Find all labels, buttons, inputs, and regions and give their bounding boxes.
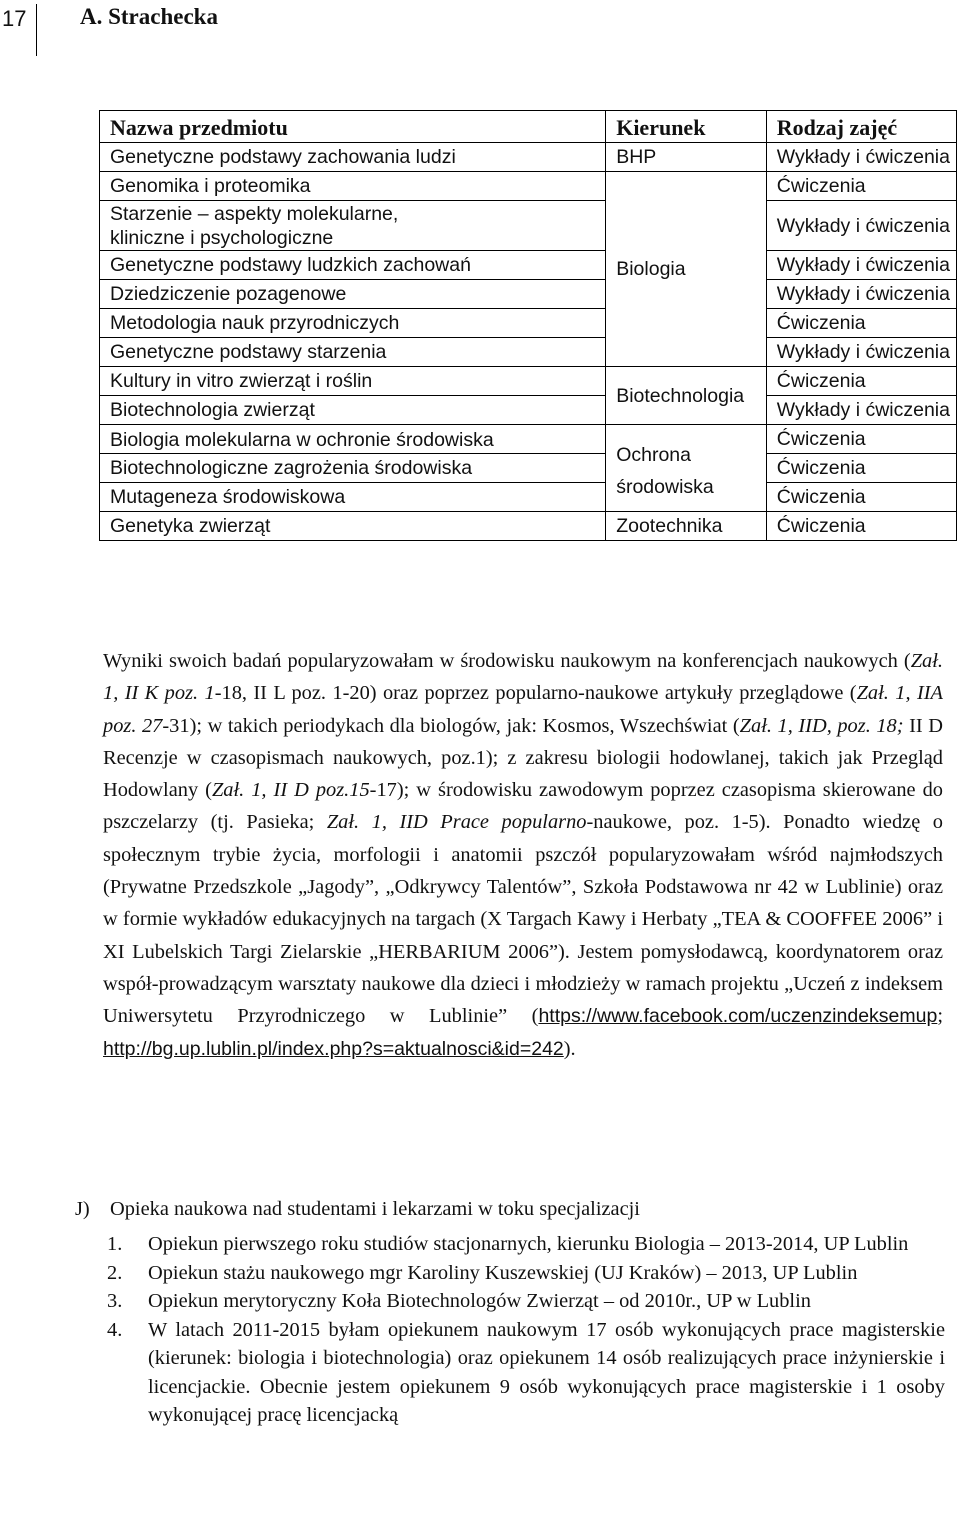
text-run-italic: Zał. 1, IID Prace popularno [326, 811, 587, 834]
type-cell: Ćwiczenia [766, 172, 956, 201]
type-cell: Ćwiczenia [766, 367, 956, 396]
bg-up-link[interactable]: http://bg.up.lublin.pl/index.php?s=aktualnosci&id=242 [103, 1037, 564, 1060]
table-row [100, 454, 957, 483]
list-item-text: Opiekun stażu naukowego mgr Karoliny Kuszewskiej (UJ Kraków) – 2013, UP Lublin [148, 1261, 858, 1284]
direction-cell-biologia: Biologia [606, 172, 767, 367]
direction-cell-zootechnika: Zootechnika [606, 512, 767, 541]
list-item-text: Opiekun pierwszego roku studiów stacjonarnych, kierunku Biologia – 2013-2014, UP Lublin [148, 1233, 909, 1255]
text-run: ). [563, 1037, 576, 1060]
subject-cell: Genetyka zwierząt [100, 512, 606, 541]
type-cell: Wykłady i ćwiczenia [766, 338, 956, 367]
table-row [100, 367, 957, 396]
subjects-table [99, 110, 957, 541]
subject-cell: Biologia molekularna w ochronie środowiska [100, 425, 606, 454]
list-item-text: Opiekun merytoryczny Koła Biotechnologów Zwierząt – od 2010r., UP w Lublin [148, 1290, 811, 1312]
direction-cell-biotechnologia: Biotechnologia [606, 367, 767, 425]
subject-cell: Metodologia nauk przyrodniczych [100, 309, 606, 338]
table-row [100, 338, 957, 367]
col-header-type: Rodzaj zajęć [766, 111, 956, 143]
text-run-italic: Zał. 1, II D poz.15 [211, 779, 370, 802]
col-header-direction: Kierunek [606, 111, 767, 143]
text-run: -17); w środowisku zawodowym poprzez czasopisma skierowane do pszczelarzy (tj. Pasieka; [103, 779, 943, 834]
direction-ochrona-line2: środowiska [616, 476, 714, 498]
facebook-link[interactable]: https://www.facebook.com/uczenzindeksemup [538, 1005, 938, 1028]
text-run-italic: Zał. 1, IIA poz. 27 [103, 682, 944, 737]
subject-cell: Genomika i proteomika [100, 172, 606, 201]
header-divider [36, 4, 37, 56]
list-item-number: 2. [107, 1261, 123, 1284]
type-cell: Ćwiczenia [766, 483, 956, 512]
col-header-subject: Nazwa przedmiotu [100, 111, 606, 143]
header-author: A. Strachecka [80, 4, 218, 29]
section-title: Opieka naukowa nad studentami i lekarzami w toku specjalizacji [110, 1198, 640, 1220]
list-item-number: 1. [107, 1233, 123, 1255]
type-cell: Ćwiczenia [766, 309, 956, 338]
subject-cell: Mutageneza środowiskowa [100, 483, 606, 512]
subject-cell: Biotechnologia zwierząt [100, 396, 606, 425]
text-run: II D Recenzje w czasopismach naukowych, poz.1); z zakresu biologii hodowlanej, takich jak Przegląd Hodowlany ( [103, 714, 943, 802]
type-cell: Wykłady i ćwiczenia [766, 251, 956, 280]
popularization-paragraph [103, 645, 943, 1065]
direction-cell-ochrona [606, 425, 767, 512]
list-item [103, 1259, 945, 1288]
subject-cell: Genetyczne podstawy ludzkich zachowań [100, 251, 606, 280]
list-item [103, 1316, 945, 1430]
type-cell: Wykłady i ćwiczenia [766, 201, 956, 251]
list-item-number: 4. [107, 1318, 123, 1341]
subject-cell: Kultury in vitro zwierząt i roślin [100, 367, 606, 396]
type-cell: Wykłady i ćwiczenia [766, 280, 956, 309]
table-row [100, 280, 957, 309]
table-row [100, 251, 957, 280]
text-run-italic: Zał. 1, II K poz. 1 [103, 650, 943, 705]
section-heading [75, 1198, 640, 1221]
list-item [103, 1230, 945, 1259]
list-item-text: W latach 2011-2015 byłam opiekunem naukowym 17 osób wykonujących prace magisterskie (kierunek: biologia i biotechnologia) oraz opiekunem 14 osób realizujących prace inżynierskie i licencjackie. Obecnie jestem opiekunem 9 osób wykonujących prace magisterskie i 1 osoby wykonującej pracę licencjacką [148, 1318, 945, 1426]
type-cell: Wykłady i ćwiczenia [766, 396, 956, 425]
subject-cell: Biotechnologiczne zagrożenia środowiska [100, 454, 606, 483]
subject-cell: Starzenie – aspekty molekularne, kliniczne i psychologiczne [100, 201, 606, 251]
page-number: 17 [2, 6, 27, 31]
subject-cell: Genetyczne podstawy zachowania ludzi [100, 143, 606, 172]
text-run-italic: Zał. 1, IID, poz. 18; [739, 714, 904, 737]
text-run: -18, II L poz. 1-20) oraz poprzez popularno-naukowe artykuły przeglądowe ( [214, 682, 857, 705]
type-cell: Ćwiczenia [766, 425, 956, 454]
table-row [100, 201, 957, 251]
type-cell: Wykłady i ćwiczenia [766, 143, 956, 172]
table-row [100, 425, 957, 454]
table-row [100, 483, 957, 512]
list-item [103, 1287, 945, 1316]
table-row [100, 172, 957, 201]
type-cell: Ćwiczenia [766, 454, 956, 483]
type-cell: Ćwiczenia [766, 512, 956, 541]
list-item-number: 3. [107, 1290, 123, 1312]
section-letter: J) [75, 1198, 90, 1220]
table-row [100, 512, 957, 541]
table-row [100, 309, 957, 338]
subject-cell: Genetyczne podstawy starzenia [100, 338, 606, 367]
text-run: -31); w takich periodykach dla biologów, jak: Kosmos, Wszechświat ( [162, 714, 740, 737]
table-row [100, 396, 957, 425]
subject-cell: Dziedziczenie pozagenowe [100, 280, 606, 309]
text-run: ; [937, 1005, 943, 1028]
supervision-list [103, 1230, 945, 1430]
table-header-row [100, 111, 957, 143]
text-run: -naukowe, poz. 1-5). Ponadto wiedzę o społecznym trybie życia, morfologii i anatomii pszczół popularyzowałam wśród najmłodszych (Prywatne Przedszkole „Jagody”, „Odkrywcy Talentów”, Szkoła Podstawowa nr 42 w Lublinie) oraz w formie wykładów edukacyjnych na targach (X Targach Kawy i Herbaty „TEA & COOFFEE 2006” i XI Lubelskich Targi Zielarskie „HERBARIUM 2006”). Jestem pomysłodawcą, koordynatorem oraz współ-prowadzącym warsztaty naukowe dla dzieci i młodzieży w ramach projektu „Uczeń z indeksem Uniwersytetu Przyrodniczego w Lublinie” ( [103, 811, 943, 1028]
text-run: Wyniki swoich badań popularyzowałam w środowisku naukowym na konferencjach naukowych ( [103, 650, 911, 672]
direction-ochrona-line1: Ochrona [616, 444, 691, 466]
table-row [100, 143, 957, 172]
direction-cell-bhp: BHP [606, 143, 767, 172]
